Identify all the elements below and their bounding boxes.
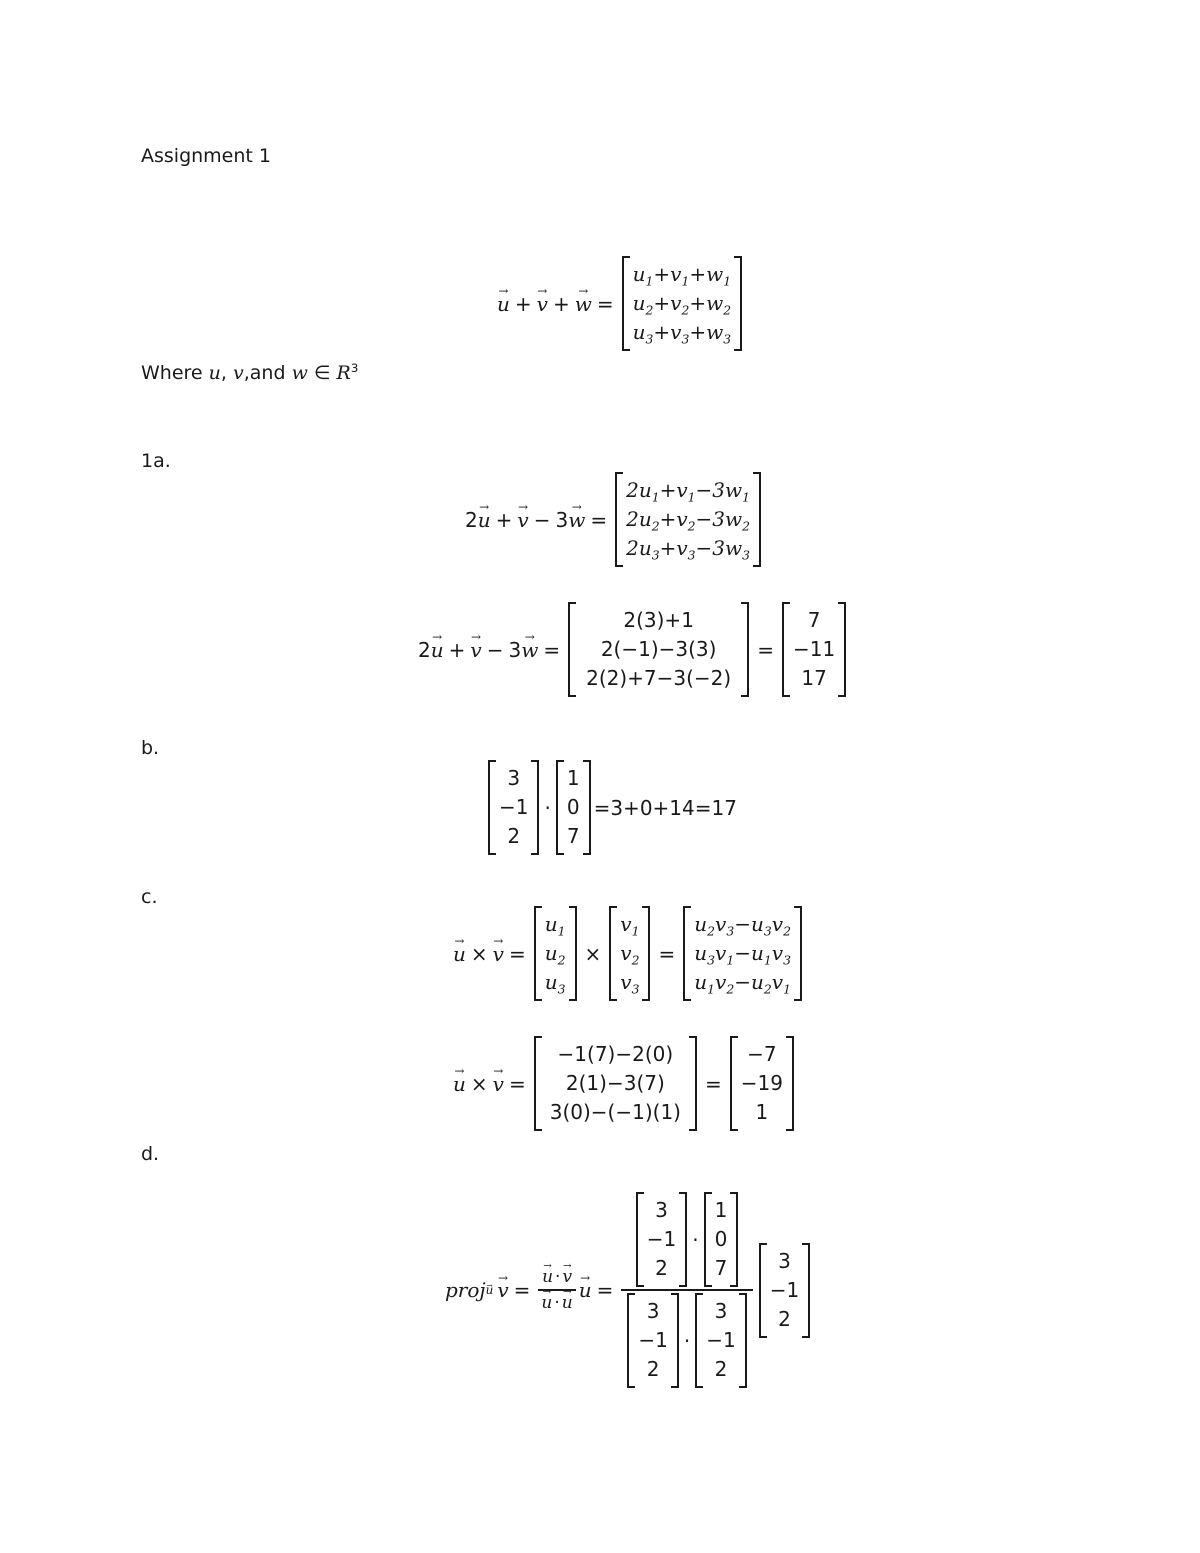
- coefficient: 3: [555, 507, 569, 532]
- matrix-entry: 2(2)+7−3(−2): [586, 666, 732, 690]
- vector-v-matrix: [556, 760, 591, 855]
- matrix-entry: $u_1v_2-u_2v_1$: [694, 970, 791, 997]
- matrix-entry: 17: [801, 666, 827, 690]
- matrix-entry: 3: [655, 1198, 668, 1222]
- matrix-entry: 0: [714, 1227, 728, 1251]
- real-space: R: [336, 362, 351, 384]
- projection-numeric-fraction: [621, 1192, 752, 1388]
- comma: ,: [220, 362, 227, 384]
- equals-sign: =: [596, 1278, 614, 1302]
- proj-operator: proj: [445, 1278, 486, 1302]
- dot-operator: ·: [692, 1227, 699, 1252]
- matrix-entry: 7: [566, 824, 580, 848]
- matrix-entry: $u_1$: [544, 912, 566, 939]
- plus-sign: +: [495, 507, 513, 532]
- matrix-entry: −19: [740, 1071, 783, 1095]
- equals-sign: =: [508, 1071, 526, 1096]
- plus-sign: +: [552, 291, 570, 316]
- vector-w: → w: [521, 638, 538, 662]
- cross-product-general: [453, 906, 805, 1001]
- matrix-entry: $u_2v_3-u_3v_2$: [694, 912, 791, 939]
- vector-u: → u: [478, 508, 491, 532]
- vector-v: → v: [470, 638, 481, 662]
- cross-operator: ×: [470, 1071, 488, 1096]
- section-label-d: d.: [141, 1143, 160, 1165]
- matrix-entry: $v_3$: [620, 970, 640, 997]
- matrix-entry: $2u_1+v_1-3w_1$: [626, 478, 751, 505]
- matrix-entry: −1(7)−2(0): [557, 1042, 674, 1066]
- vector-u: → u: [453, 1072, 466, 1096]
- matrix-entry: 2(3)+1: [623, 608, 694, 632]
- linear-combination-numeric: [418, 602, 849, 697]
- and-text: ,and: [243, 362, 286, 384]
- matrix-entry: $2u_2+v_2-3w_2$: [626, 507, 751, 534]
- cross-formula-matrix: [683, 906, 802, 1001]
- matrix-entry: $u_1+v_1+w_1$: [632, 262, 732, 289]
- matrix-entry: $v_1$: [620, 912, 640, 939]
- matrix-entry: 1: [714, 1198, 728, 1222]
- matrix-entry: 3: [714, 1299, 728, 1323]
- matrix-entry: 0: [566, 795, 580, 819]
- equals-sign: =: [590, 507, 608, 532]
- dot-operator: ·: [544, 795, 551, 820]
- matrix-entry: $u_3v_1-u_1v_3$: [694, 941, 791, 968]
- coefficient: 2: [418, 637, 431, 662]
- matrix-entry: −1: [638, 1328, 668, 1352]
- vector-v: → v: [517, 508, 528, 532]
- u-components-matrix: [534, 906, 577, 1001]
- matrix-entry: 1: [755, 1100, 769, 1124]
- vector-u-matrix: [695, 1293, 746, 1388]
- matrix-entry: −11: [792, 637, 836, 661]
- vector-v-matrix: [704, 1192, 739, 1287]
- equals-sign: =: [508, 941, 526, 966]
- matrix-entry: $u_2$: [544, 941, 566, 968]
- section-label-1a: 1a.: [141, 450, 171, 472]
- equals-sign: =: [596, 291, 614, 316]
- equals-sign: =: [658, 941, 676, 966]
- fraction-denominator: [621, 1289, 752, 1388]
- vector-v: → v: [537, 292, 548, 316]
- dot-operator: ·: [554, 1293, 560, 1313]
- matrix-entry: 2: [714, 1357, 728, 1381]
- linear-combination-matrix: [615, 472, 761, 567]
- matrix-entry: 2: [655, 1256, 668, 1280]
- matrix-entry: $2u_3+v_3-3w_3$: [626, 536, 751, 563]
- where-statement: [141, 362, 358, 384]
- cross-numeric-matrix: [534, 1036, 697, 1131]
- section-label-b: b.: [141, 737, 160, 759]
- numeric-matrix: [568, 602, 749, 697]
- matrix-entry: $v_2$: [620, 941, 640, 968]
- dot-operator: ·: [683, 1328, 691, 1353]
- matrix-entry: 2: [646, 1357, 660, 1381]
- matrix-entry: −7: [747, 1042, 777, 1066]
- matrix-entry: −1: [706, 1328, 736, 1352]
- element-of-symbol: ∈: [313, 362, 331, 384]
- vector-u: → u: [431, 638, 444, 662]
- minus-sign: −: [486, 637, 504, 662]
- dot-product-equation: [485, 760, 737, 855]
- matrix-entry: 7: [807, 608, 821, 632]
- dimension-exponent: 3: [350, 360, 359, 375]
- vector-v: → v: [493, 942, 504, 966]
- vector-u-matrix: [627, 1293, 678, 1388]
- where-prefix: Where: [141, 362, 203, 384]
- projection-coefficient-fraction: [538, 1267, 575, 1313]
- var-v: v: [233, 362, 244, 384]
- vector-sum-equation: [497, 256, 745, 351]
- coefficient: 3: [508, 637, 522, 662]
- coefficient: 2: [465, 507, 478, 532]
- matrix-entry: 3: [507, 766, 521, 790]
- equals-sign: =: [704, 1071, 722, 1096]
- vector-u: → u: [579, 1278, 592, 1302]
- var-u: u: [208, 362, 221, 384]
- cross-product-numeric: [453, 1036, 797, 1131]
- vector-u: → u: [497, 292, 510, 316]
- var-w: w: [291, 362, 308, 384]
- matrix-entry: 2(1)−3(7): [565, 1071, 665, 1095]
- v-components-matrix: [609, 906, 650, 1001]
- cross-result-matrix: [730, 1036, 794, 1131]
- matrix-entry: $u_3$: [544, 970, 566, 997]
- vector-u-matrix: [759, 1243, 810, 1338]
- page-title: Assignment 1: [141, 145, 271, 167]
- vector-u: → u: [541, 1293, 552, 1313]
- linear-combination-general: [465, 472, 764, 567]
- vector-u: → u: [542, 1267, 553, 1287]
- vector-u-matrix: [488, 760, 539, 855]
- dot-product-result: =3+0+14=17: [593, 795, 737, 820]
- vector-u-matrix: [636, 1192, 687, 1287]
- vector-v: → v: [562, 1267, 572, 1287]
- matrix-entry: 2: [778, 1306, 791, 1331]
- matrix-entry: 2: [507, 824, 521, 848]
- plus-sign: +: [514, 291, 532, 316]
- fraction-numerator: [630, 1192, 745, 1289]
- matrix-entry: 1: [566, 766, 580, 790]
- dot-operator: ·: [555, 1267, 561, 1287]
- matrix-entry: 7: [714, 1256, 728, 1280]
- cross-operator: ×: [470, 941, 488, 966]
- vector-v: → v: [493, 1072, 504, 1096]
- matrix-entry: 2(−1)−3(3): [600, 637, 717, 661]
- matrix-entry: $u_3+v_3+w_3$: [632, 320, 732, 347]
- equals-sign: =: [543, 637, 561, 662]
- matrix-entry: 3: [778, 1248, 791, 1273]
- matrix-entry: 3(0)−(−1)(1): [549, 1100, 681, 1124]
- equals-sign: =: [513, 1278, 531, 1302]
- vector-u: → u: [453, 942, 466, 966]
- matrix-entry: −1: [769, 1277, 800, 1302]
- cross-operator: ×: [584, 941, 602, 966]
- matrix-entry: −1: [499, 795, 529, 819]
- equals-sign: =: [757, 637, 774, 662]
- vector-u: → u: [562, 1293, 573, 1313]
- section-label-c: c.: [141, 886, 158, 908]
- matrix-entry: $u_2+v_2+w_2$: [632, 291, 732, 318]
- projection-equation: proj u → v = → u · → v → u · → u → u = 3 −1 2 · 1 0 7 3 −1 2 · 3 −1 2 3 −1 2: [445, 1192, 813, 1388]
- sum-matrix: [622, 256, 743, 351]
- result-matrix: [782, 602, 846, 697]
- vector-w: → w: [568, 508, 585, 532]
- plus-sign: +: [448, 637, 466, 662]
- vector-w: → w: [575, 292, 592, 316]
- vector-v: → v: [497, 1278, 508, 1302]
- matrix-entry: 3: [646, 1299, 660, 1323]
- matrix-entry: −1: [646, 1227, 677, 1251]
- minus-sign: −: [533, 507, 551, 532]
